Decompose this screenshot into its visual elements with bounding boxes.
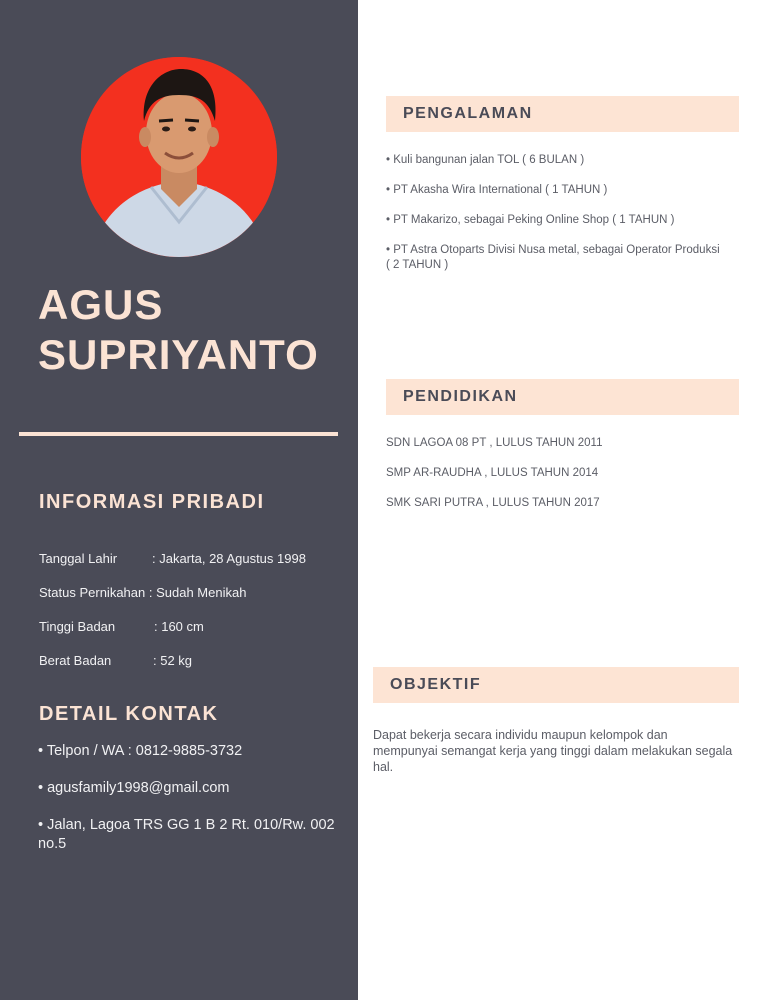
info-label: Tinggi Badan — [39, 619, 116, 634]
contact-heading: DETAIL KONTAK — [39, 703, 219, 725]
info-value: : 160 cm — [154, 619, 204, 634]
objective-heading: OBJEKTIF — [390, 676, 482, 693]
experience-item: • PT Akasha Wira International ( 1 TAHUN ) — [386, 184, 608, 196]
info-value: : 52 kg — [153, 653, 193, 668]
last-name: SUPRIYANTO — [38, 331, 319, 378]
education-item: SMP AR-RAUDHA , LULUS TAHUN 2014 — [386, 467, 599, 479]
info-row-height — [39, 619, 204, 634]
education-header — [386, 379, 739, 415]
info-row-marital — [39, 585, 246, 600]
contact-phone: • Telpon / WA : 0812-9885-3732 — [38, 743, 243, 759]
education-item: SMK SARI PUTRA , LULUS TAHUN 2017 — [386, 497, 600, 509]
experience-item: • PT Astra Otoparts Divisi Nusa metal, sebagai Operator Produksi ( 2 TAHUN ) — [386, 244, 720, 271]
contact-email: • agusfamily1998@gmail.com — [38, 780, 230, 796]
experience-item: • PT Makarizo, sebagai Peking Online Shop ( 1 TAHUN ) — [386, 214, 675, 226]
person-photo-icon — [81, 57, 277, 257]
objective-header — [373, 667, 739, 703]
contact-address: • Jalan, Lagoa TRS GG 1 B 2 Rt. 010/Rw. 002 no.5 — [38, 817, 335, 852]
education-heading: PENDIDIKAN — [403, 388, 518, 405]
candidate-name — [38, 280, 348, 380]
experience-item: • Kuli bangunan jalan TOL ( 6 BULAN ) — [386, 154, 585, 166]
info-value: : Sudah Menikah — [148, 585, 247, 600]
info-value: : Jakarta, 28 Agustus 1998 — [152, 551, 306, 566]
info-label: Tanggal Lahir — [39, 551, 118, 566]
sidebar — [0, 0, 358, 1000]
info-row-birth — [39, 551, 306, 566]
experience-heading: PENGALAMAN — [403, 105, 533, 122]
first-name: AGUS — [38, 281, 164, 328]
objective-text: Dapat bekerja secara individu maupun kelompok dan mempunyai semangat kerja yang tinggi dalam melakukan segala hal. — [373, 728, 733, 774]
experience-header — [386, 96, 739, 132]
education-item: SDN LAGOA 08 PT , LULUS TAHUN 2011 — [386, 437, 603, 449]
profile-photo — [81, 57, 277, 257]
personal-info-heading: INFORMASI PRIBADI — [39, 491, 265, 513]
info-row-weight — [39, 653, 192, 668]
info-label: Berat Badan — [39, 653, 112, 668]
info-label: Status Pernikahan — [39, 585, 146, 600]
divider — [19, 432, 338, 436]
